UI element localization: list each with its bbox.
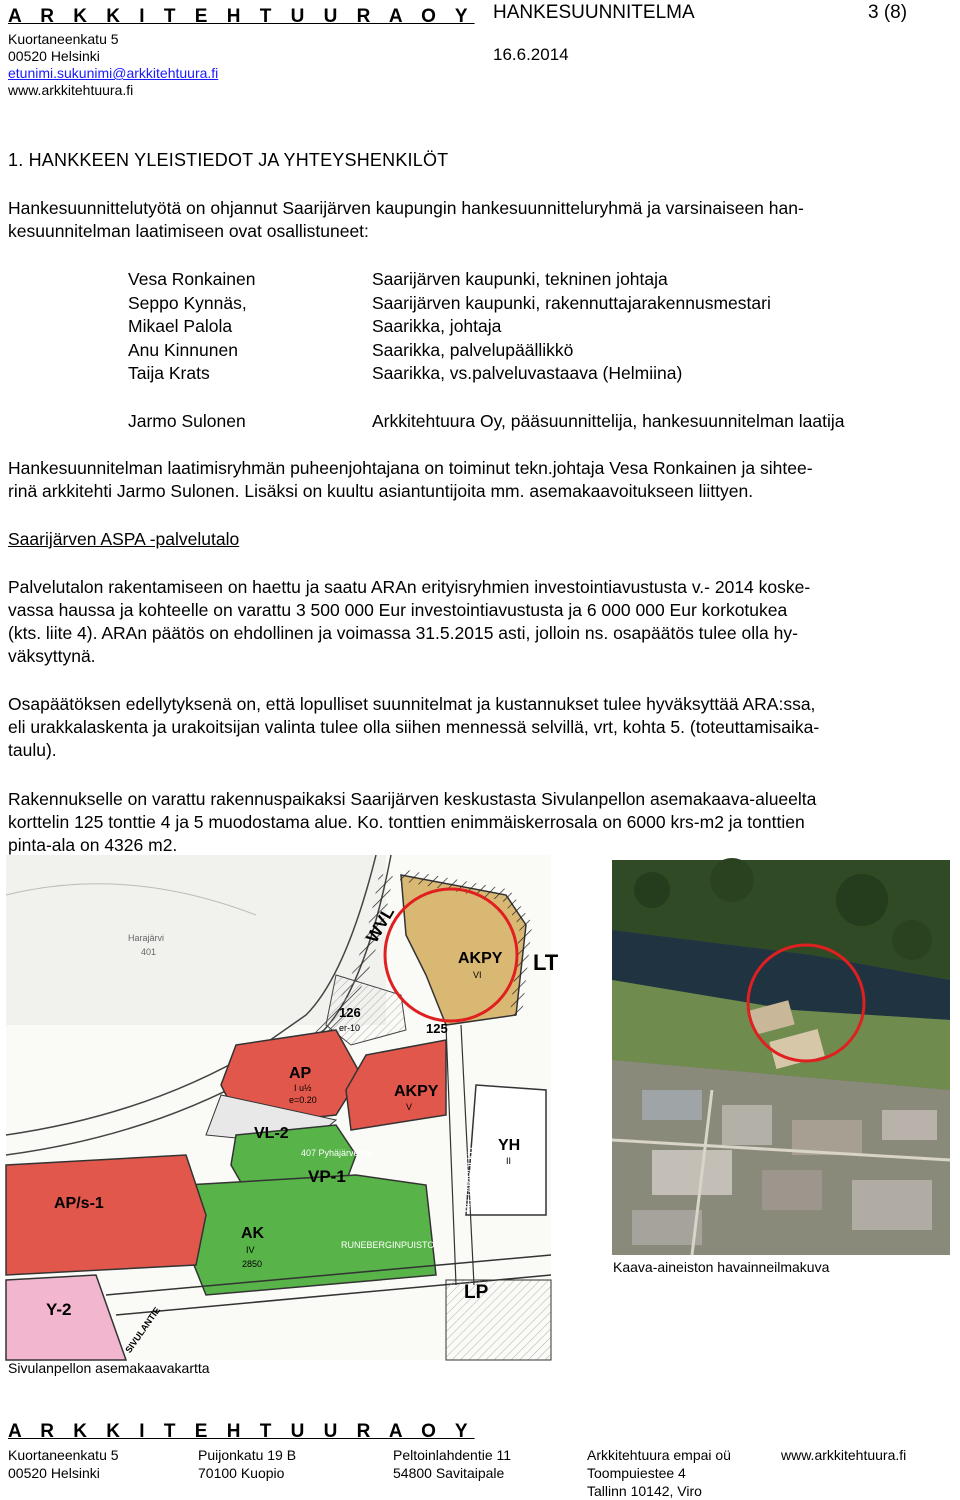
p3-line-1: Osapäätöksen edellytyksenä on, että lopulliset suunnitelmat ja kustannukset tulee hyväksyttää ARA:ssa, [8, 694, 816, 714]
header-address: Kuortaneenkatu 5 [8, 31, 119, 47]
footer-address: Puijonkatu 19 B [198, 1447, 297, 1463]
footer-postal: Tallinn 10142, Viro [587, 1483, 702, 1499]
subheading: Saarijärven ASPA -palvelutalo [8, 529, 240, 549]
footer-brand: A R K K I T E H T U U R A O Y [8, 1421, 475, 1442]
aerial-photo-drawing [612, 860, 950, 1255]
map-label-vp1: VP-1 [308, 1167, 346, 1186]
zoning-map [6, 855, 559, 1360]
map-label-ap: AP [289, 1065, 312, 1082]
p2-line-2: vassa haussa ja kohteelle on varattu 3 500 000 Eur investointiavustusta ja 6 000 000 Eur korkotukea [8, 600, 788, 620]
header-web: www.arkkitehtuura.fi [8, 82, 134, 98]
map-label-yh: YH [498, 1137, 521, 1154]
person-name: Mikael Palola [128, 316, 233, 336]
photo-caption: Kaava-aineiston havainneilmakuva [613, 1259, 830, 1275]
footer-col-5 [781, 1446, 906, 1464]
map-label-akpy-top: AKPY [458, 950, 503, 967]
person-role: Saarijärven kaupunki, rakennuttajarakennusmestari [372, 292, 771, 313]
map-label-akpy-mid: AKPY [394, 1083, 439, 1100]
header-postal: 00520 Helsinki [8, 48, 100, 64]
aerial-photo [612, 860, 950, 1255]
map-label-y2: Y-2 [46, 1300, 72, 1319]
map-label-haraja: Harajärvi [128, 933, 165, 943]
map-label-ak-sub: IV [246, 1245, 255, 1255]
map-label-ak: AK [241, 1225, 265, 1242]
map-label-street4: SIVULANTIE [123, 1305, 163, 1355]
map-label-lt: LT [533, 950, 559, 975]
map-label-ap-sub: I u½ [294, 1083, 312, 1093]
map-label-wvl: WVL [362, 903, 399, 946]
map-label-yh-sub: II [506, 1156, 512, 1166]
map-label-aps1: AP/s-1 [54, 1195, 104, 1212]
person-name: Vesa Ronkainen [128, 269, 256, 289]
map-label-akpy-top-sub: VI [473, 970, 482, 980]
p2-line-1: Palvelutalon rakentamiseen on haettu ja saatu ARAn erityisryhmien investointiavustusta v.- 2014 koske- [8, 577, 811, 597]
p1-line-1: Hankesuunnitelman laatimisryhmän puheenjohtajana on toiminut tekn.johtaja Vesa Ronkainen ja sihtee- [8, 458, 813, 478]
p3-line-3: taulu). [8, 740, 57, 760]
person-role: Saarikka, johtaja [372, 316, 502, 336]
people-roles [372, 268, 844, 433]
map-label-401: 401 [141, 947, 157, 957]
section-title: 1. HANKKEEN YLEISTIEDOT JA YHTEYSHENKILÖT [8, 150, 449, 170]
footer-company: Arkkitehtuura empai oü [587, 1447, 731, 1463]
map-label-street3: MITTARIPOLKU [461, 1146, 477, 1214]
map-label-street1: 407 Pyhäjärventie [301, 1148, 374, 1158]
footer-address: Toompuiestee 4 [587, 1465, 686, 1481]
footer-postal: 00520 Helsinki [8, 1465, 100, 1481]
header-date: 16.6.2014 [493, 45, 569, 64]
map-label-akpy-mid-sub: V [406, 1102, 413, 1112]
person-role: Saarikka, vs.palveluvastaava (Helmiina) [372, 363, 683, 383]
map-label-street2: RUNEBERGINPUISTO [341, 1240, 435, 1250]
map-label-lp: LP [464, 1282, 489, 1303]
p2-line-3: (kts. liite 4). ARAn päätös on ehdollinen ja voimassa 31.5.2015 asti, jolloin ns. osapäätös tulee olla hy- [8, 623, 798, 643]
map-label-vl2: VL-2 [254, 1125, 289, 1142]
header-email-link[interactable]: etunimi.sukunimi@arkkitehtuura.fi [8, 65, 219, 81]
intro-line-2: kesuunnitelman laatimiseen ovat osallistuneet: [8, 221, 369, 241]
footer-col-4 [587, 1446, 731, 1500]
p1-line-2: rinä arkkitehti Jarmo Sulonen. Lisäksi on kuultu asiantuntijoita mm. asemakaavoitukseen liittyen. [8, 481, 754, 501]
footer-web: www.arkkitehtuura.fi [781, 1447, 907, 1463]
page-number: 3 (8) [868, 2, 908, 23]
p4-line-1: Rakennukselle on varattu rakennuspaikaksi Saarijärven keskustasta Sivulanpellon asemakaava-alueelta [8, 789, 817, 809]
map-label-126: 126 [339, 1005, 361, 1020]
person-name: Taija Krats [128, 363, 210, 383]
footer-postal: 54800 Savitaipale [393, 1465, 505, 1481]
person-name: Seppo Kynnäs, [128, 292, 247, 313]
header-brand: A R K K I T E H T U U R A O Y [8, 6, 475, 27]
doc-title: HANKESUUNNITELMA [493, 2, 695, 23]
footer-col-2 [198, 1446, 296, 1482]
map-label-er10: er-10 [339, 1023, 361, 1033]
p4-line-2: korttelin 125 tonttie 4 ja 5 muodostama alue. Ko. tonttien enimmäiskerrosala on 6000 krs-m2 ja tonttien [8, 812, 805, 832]
person-role: Saarikka, palvelupäällikkö [372, 339, 574, 360]
p3-line-2: eli urakkalaskenta ja urakoitsijan valinta tulee olla siihen mennessä selvillä, vrt, kohta 5. (toteuttamisaika- [8, 717, 820, 737]
p4-line-3: pinta-ala on 4326 m2. [8, 835, 178, 855]
intro-line-1: Hankesuunnittelutyötä on ohjannut Saarijärven kaupungin hankesuunnitteluryhmä ja varsinaiseen han- [8, 198, 804, 218]
person-name: Jarmo Sulonen [128, 410, 246, 431]
footer-address: Kuortaneenkatu 5 [8, 1447, 119, 1463]
map-label-ap-sub2: e=0.20 [289, 1095, 317, 1105]
footer-col-1 [8, 1446, 119, 1482]
map-label-2850: 2850 [242, 1259, 263, 1269]
footer-postal: 70100 Kuopio [198, 1465, 285, 1481]
p2-line-4: väksyttynä. [8, 646, 96, 666]
footer-address: Peltoinlahdentie 11 [393, 1447, 512, 1463]
person-role: Saarijärven kaupunki, tekninen johtaja [372, 269, 668, 289]
people-names [128, 268, 255, 433]
map-caption: Sivulanpellon asemakaavakartta [8, 1360, 210, 1376]
map-label-125: 125 [426, 1021, 448, 1036]
footer-col-3 [393, 1446, 511, 1482]
person-name: Anu Kinnunen [128, 339, 238, 360]
person-role: Arkkitehtuura Oy, pääsuunnittelija, hankesuunnitelman laatija [372, 410, 845, 431]
